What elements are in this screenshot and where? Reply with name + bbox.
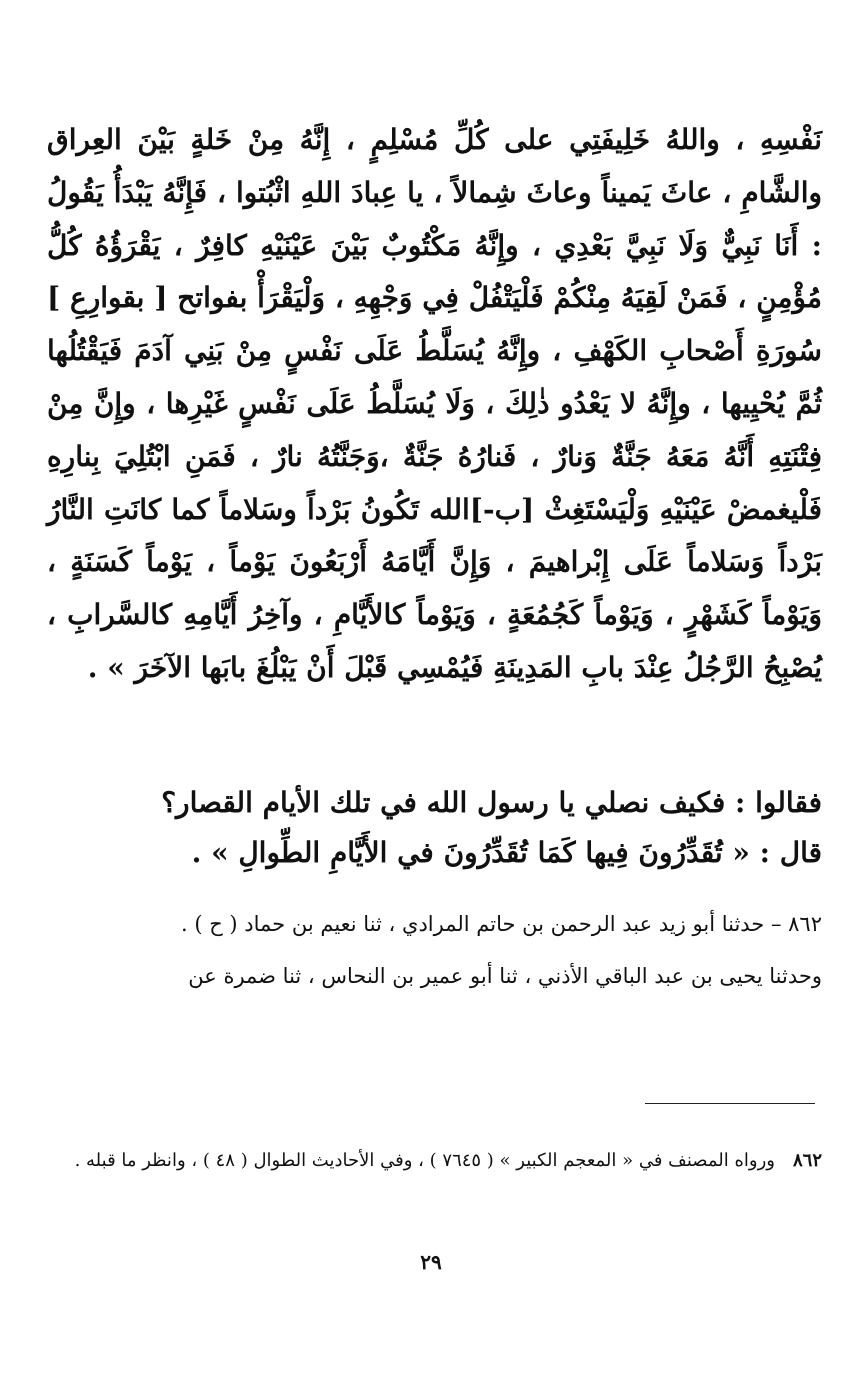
hadith-862-second-paragraph: وحدثنا يحيى بن عبد الباقي الأذني ، ثنا أبو عمير بن النحاس ، ثنا ضمرة عن [188,964,822,988]
footnote [47,1142,822,1179]
footnote-text: ورواه المصنف في « المعجم الكبير » ( ٧٦٤٥ ) ، وفي الأحاديث الطوال ( ٤٨ ) ، وانظر ما قبله . [74,1150,775,1171]
main-hadith-text: نَفْسِهِ ، واللهُ خَلِيفَتِي على كُلِّ مُسْلِمٍ ، إِنَّهُ مِنْ خَلةٍ بَيْنَ العِراق والشَّامِ ، عاثَ يَميناً وعاثَ شِمالاً ، يا عِبادَ اللهِ اثْبُتوا ، فَإِنَّهُ يَبْدَأُ يَقُولُ : أَنَا نَبِيٌّ وَلَا نَبِيَّ بَعْدِي ، وإِنَّهُ مَكْتُوبٌ بَيْنَ عَيْنَيْهِ كافِرٌ ، يَقْرَؤُهُ كُلُّ مُؤْمِنٍ ، فَمَنْ لَقِيَهُ مِنْكُمْ فَلْيَتْفُلْ فِي وَجْهِهِ ، وَلْيَقْرَأْ بفواتح [ بقوارِعِ ] سُورَةِ أَصْحابِ الكَهْفِ ، وإِنَّهُ يُسَلَّطُ عَلَى نَفْسٍ مِنْ بَنِي آدَمَ فَيَقْتُلُها ثُمَّ يُحْيِيها ، وإِنَّهُ لا يَعْدُو ذٰلِكَ ، وَلَا يُسَلَّطُ عَلَى نَفْسٍ غَيْرِها ، وإِنَّ مِنْ فِتْنَتِهِ أَنَّهُ مَعَهُ جَنَّةٌ وَنارٌ ، فَنارُهُ جَنَّةٌ ،وَجَنَّتُهُ نارٌ ، فَمَنِ ابْتُلِيَ بِنارِهِ فَلْيغمضْ عَيْنَيْهِ وَلْيَسْتَغِثْ [ب-]الله تَكُونُ بَرْداً وسَلاماً كما كانَتِ النَّارُ بَرْداً وَسَلاماً عَلَى إِبْراهيمَ ، وَإِنَّ أَيَّامَهُ أَرْبَعُونَ يَوْماً ، يَوْماً كَسَنَةٍ ، وَيَوْماً كَشَهْرٍ ، وَيَوْماً كَجُمُعَةٍ ، وَيَوْماً كالأَيَّامِ ، وآخِرُ أَيَّامِهِ كالسَّرابِ ، يُصْبِحُ الرَّجُلُ عِنْدَ بابِ المَدِينَةِ فَيُمْسِي قَبْلَ أَنْ يَبْلُغَ بابَها الآخَرَ » . [47,123,822,684]
footnote-number: ٨٦٢ [792,1150,822,1171]
answer-line: قال : « تُقَدِّرُونَ فِيها كَمَا تُقَدِّرُونَ في الأَيَّامِ الطِّوالِ » . [191,836,822,869]
question-answer-block [47,778,822,878]
footnote-paragraph [47,1142,822,1179]
footnote-separator [645,1103,815,1104]
hadith-862-chain [47,902,822,998]
page-number: ٢٩ [420,1250,442,1274]
question-line: فقالوا : فكيف نصلي يا رسول الله في تلك الأيام القصار؟ [161,786,822,819]
hadith-862-first-paragraph: ٨٦٢ – حدثنا أبو زيد عبد الرحمن بن حاتم المرادي ، ثنا نعيم بن حماد ( ح ) . [180,912,822,936]
